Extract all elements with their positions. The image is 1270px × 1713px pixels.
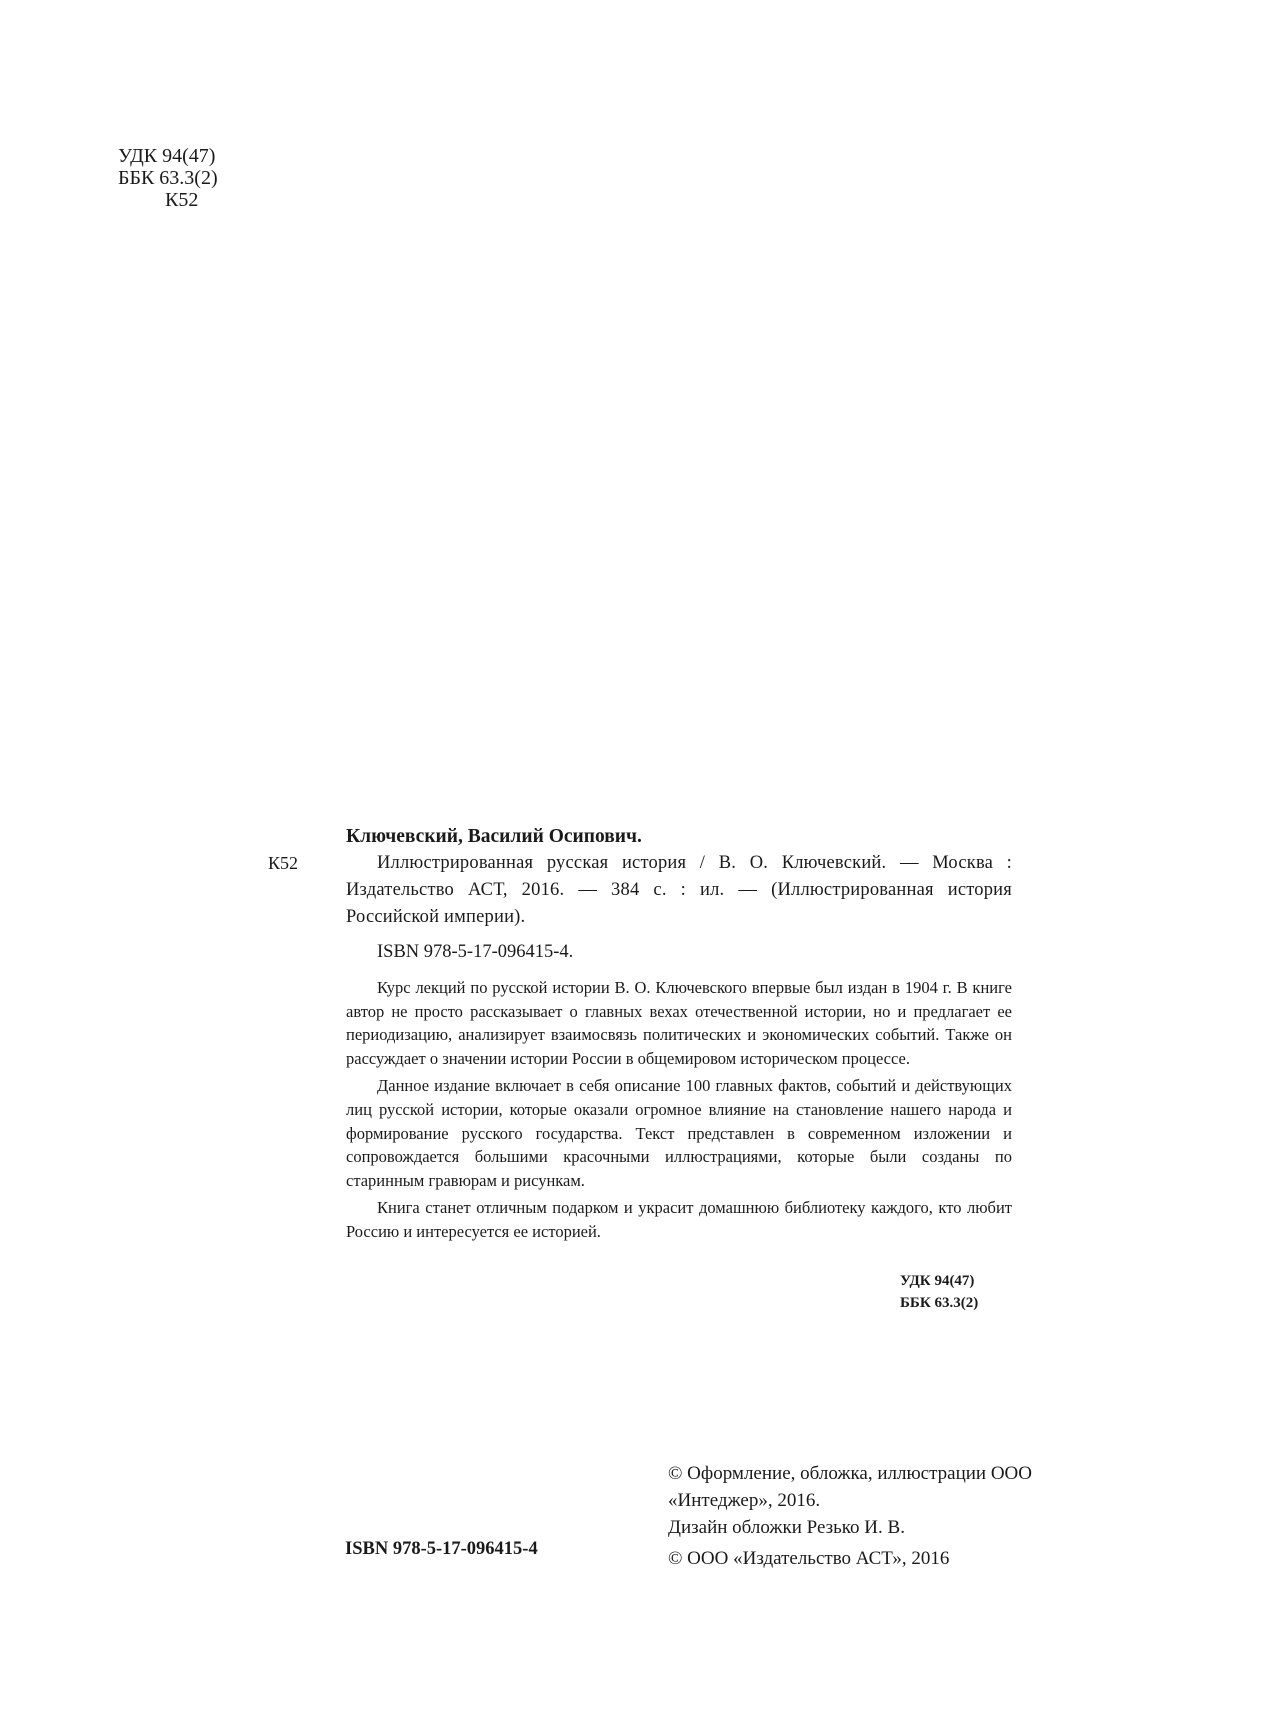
bibliographic-description: Иллюстрированная русская история / В. О. Ключевский. — Москва : Издательство АСТ, 2016. — 384 с. : ил. — (Иллюстрированная история Российской империи). <box>346 853 1012 927</box>
card-isbn: ISBN 978-5-17-096415-4. <box>377 942 574 962</box>
cover-design-credit: Дизайн обложки Резько И. В. <box>668 1517 905 1538</box>
author-mark: К52 <box>165 189 199 211</box>
annotation-paragraph: Книга станет отличным подарком и украсит домашнюю библиотеку каждого, кто любит Россию и интересуется ее историей. <box>346 1198 1012 1241</box>
annotation-paragraph: Курс лекций по русской истории В. О. Ключевского впервые был издан в 1904 г. В книге автор не просто рассказывает о главных вехах отечественной истории, но и предлагает ее периодизацию, анализирует взаимосвязь политических и экономических событий. Также он рассуждает о значении истории России в общемировом историческом процессе. <box>346 978 1012 1068</box>
copyright-block <box>668 1460 1048 1572</box>
udk-code: УДК 94(47) <box>118 145 216 167</box>
udk-code-bottom: УДК 94(47) <box>900 1273 975 1289</box>
annotation <box>346 976 1012 1244</box>
isbn-bottom: ISBN 978-5-17-096415-4 <box>345 1539 538 1559</box>
publisher-copyright: © ООО «Издательство АСТ», 2016 <box>668 1548 950 1569</box>
annotation-paragraph: Данное издание включает в себя описание 100 главных фактов, событий и действующих лиц русской истории, которые оказали огромное влияние на становление нашего народа и формирование русского государства. Текст представлен в современном изложении и сопровождается большими красочными иллюстрациями, которые были созданы по старинным гравюрам и рисункам. <box>346 1076 1012 1190</box>
top-classification-codes <box>118 145 218 211</box>
card-author-mark: К52 <box>268 853 299 873</box>
bbk-code: ББК 63.3(2) <box>118 167 218 189</box>
bottom-classification-codes <box>900 1270 1020 1314</box>
catalog-card <box>346 823 1012 1248</box>
bbk-code-bottom: ББК 63.3(2) <box>900 1295 979 1311</box>
design-copyright: © Оформление, обложка, иллюстрации ООО «Интеджер», 2016. <box>668 1463 1032 1511</box>
author-heading: Ключевский, Василий Осипович. <box>346 826 642 847</box>
